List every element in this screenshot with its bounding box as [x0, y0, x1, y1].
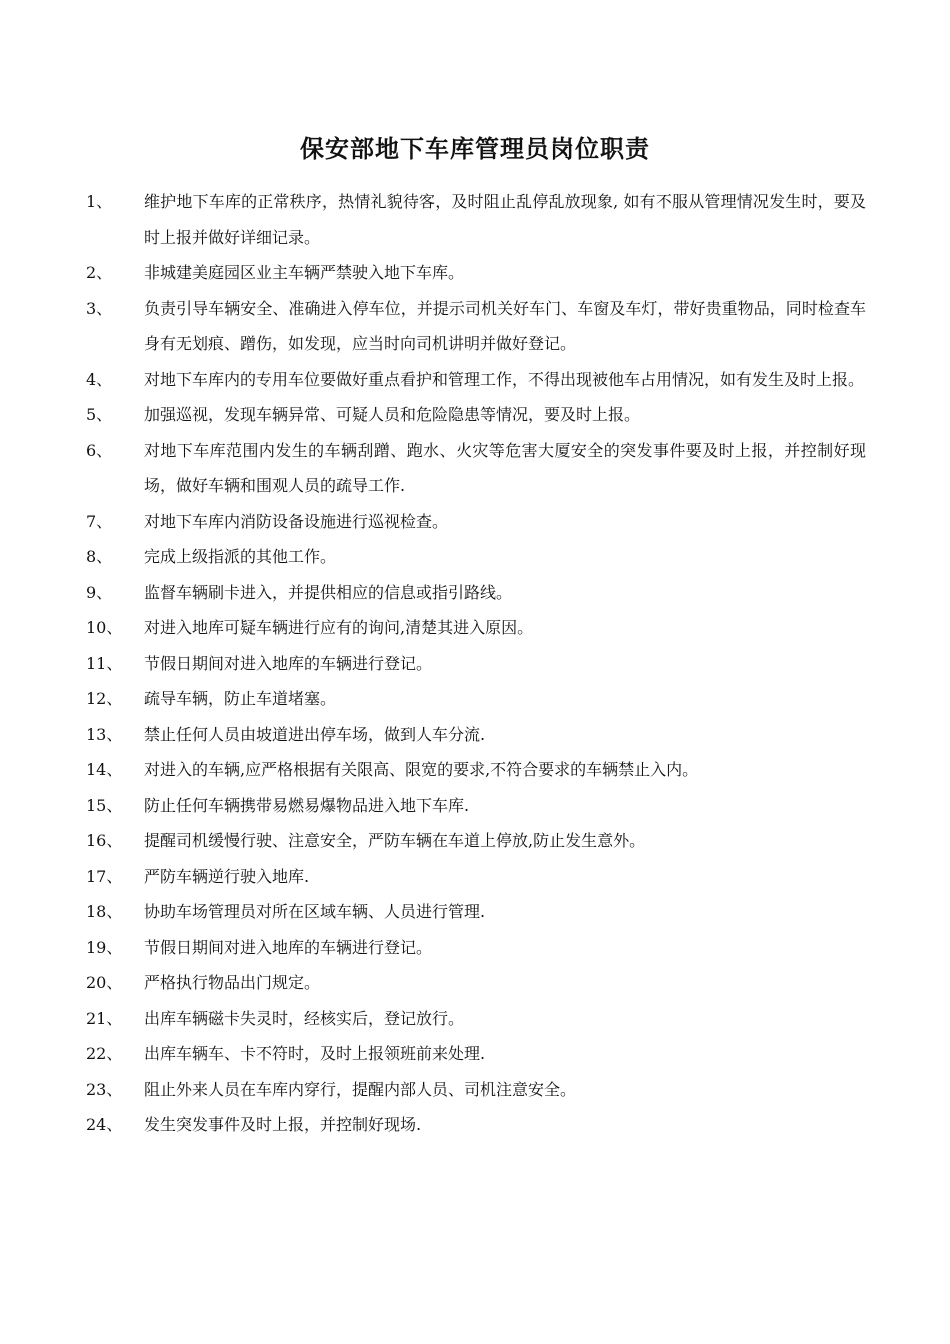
duty-text: 出库车辆车、卡不符时，及时上报领班前来处理.	[144, 1044, 486, 1063]
duty-text: 负责引导车辆安全、准确进入停车位，并提示司机关好车门、车窗及车灯，带好贵重物品，同时检查车身有无划痕、蹭伤，如发现，应当时向司机讲明并做好登记。	[144, 298, 866, 353]
duty-item	[86, 965, 866, 1001]
duty-number: 23、	[86, 1079, 123, 1099]
duty-number: 7、	[86, 511, 113, 531]
duty-number: 13、	[86, 724, 123, 744]
duty-number: 8、	[86, 547, 113, 566]
duty-number: 2、	[86, 263, 113, 282]
duty-item	[86, 1001, 866, 1037]
duty-number: 24、	[86, 1115, 123, 1134]
duty-item	[86, 575, 866, 611]
duty-number: 17、	[86, 866, 123, 886]
duty-text: 出库车辆磁卡失灵时，经核实后，登记放行。	[144, 1008, 465, 1028]
duty-number: 3、	[86, 298, 113, 318]
duty-item	[86, 433, 866, 504]
duty-text: 对地下车库范围内发生的车辆刮蹭、跑水、火灾等危害大厦安全的突发事件要及时上报，并控制好现场，做好车辆和围观人员的疏导工作.	[144, 440, 866, 495]
duty-number: 6、	[86, 440, 113, 460]
duty-number: 5、	[86, 405, 113, 424]
duty-item	[86, 752, 866, 788]
duty-item	[86, 930, 866, 966]
duty-item	[86, 1036, 866, 1072]
duty-number: 22、	[86, 1044, 123, 1063]
duty-number: 18、	[86, 902, 123, 921]
duty-text: 非城建美庭园区业主车辆严禁驶入地下车库。	[144, 263, 465, 282]
duty-number: 15、	[86, 795, 123, 815]
duty-item	[86, 823, 866, 859]
duty-text: 加强巡视，发现车辆异常、可疑人员和危险隐患等情况，要及时上报。	[144, 405, 641, 424]
duty-text: 协助车场管理员对所在区域车辆、人员进行管理.	[144, 902, 486, 921]
duty-text: 对地下车库内消防设备设施进行巡视检查。	[144, 511, 449, 531]
document-title: 保安部地下车库管理员岗位职责	[300, 135, 650, 163]
duty-text: 完成上级指派的其他工作。	[144, 547, 337, 566]
duty-text: 疏导车辆，防止车道堵塞。	[144, 689, 337, 708]
duty-text: 对地下车库内的专用车位要做好重点看护和管理工作，不得出现被他车占用情况，如有发生及时上报。	[144, 369, 865, 389]
duty-number: 11、	[86, 653, 123, 673]
duty-item	[86, 397, 866, 433]
duty-text: 禁止任何人员由坡道进出停车场，做到人车分流.	[144, 724, 486, 744]
duty-text: 监督车辆刷卡进入，并提供相应的信息或指引路线。	[144, 582, 513, 602]
duty-number: 12、	[86, 689, 123, 708]
duty-item	[86, 291, 866, 362]
duty-text: 防止任何车辆携带易燃易爆物品进入地下车库.	[144, 795, 470, 815]
duty-text: 严格执行物品出门规定。	[144, 973, 321, 992]
duty-item	[86, 539, 866, 575]
duty-number: 4、	[86, 369, 113, 389]
duty-item	[86, 504, 866, 540]
duty-text: 节假日期间对进入地库的车辆进行登记。	[144, 653, 433, 673]
duty-text: 对进入的车辆,应严格根据有关限高、限宽的要求,不符合要求的车辆禁止入内。	[144, 760, 699, 779]
duty-number: 20、	[86, 973, 123, 992]
duty-number: 1、	[86, 192, 113, 211]
duty-item	[86, 788, 866, 824]
duty-text: 节假日期间对进入地库的车辆进行登记。	[144, 937, 433, 957]
duty-item	[86, 362, 866, 398]
duty-item	[86, 1072, 866, 1108]
duty-number: 19、	[86, 937, 123, 957]
duty-list	[86, 184, 866, 1143]
duty-text: 维护地下车库的正常秩序，热情礼貌待客，及时阻止乱停乱放现象, 如有不服从管理情况发生时，要及时上报并做好详细记录。	[144, 192, 866, 247]
duty-number: 21、	[86, 1008, 123, 1028]
duty-item	[86, 184, 866, 255]
duty-item	[86, 859, 866, 895]
duty-item	[86, 646, 866, 682]
duty-number: 14、	[86, 760, 123, 779]
duty-text: 严防车辆逆行驶入地库.	[144, 866, 310, 886]
duty-item	[86, 610, 866, 646]
duty-text: 发生突发事件及时上报，并控制好现场.	[144, 1115, 422, 1134]
duty-number: 16、	[86, 831, 123, 850]
duty-number: 9、	[86, 582, 113, 602]
duty-text: 阻止外来人员在车库内穿行，提醒内部人员、司机注意安全。	[144, 1079, 577, 1099]
duty-item	[86, 1107, 866, 1143]
duty-item	[86, 717, 866, 753]
duty-item	[86, 681, 866, 717]
duty-text: 提醒司机缓慢行驶、注意安全，严防车辆在车道上停放,防止发生意外。	[144, 831, 646, 850]
duty-text: 对进入地库可疑车辆进行应有的询问,清楚其进入原因。	[144, 618, 534, 637]
duty-item	[86, 255, 866, 291]
duty-item	[86, 894, 866, 930]
duty-number: 10、	[86, 618, 123, 637]
